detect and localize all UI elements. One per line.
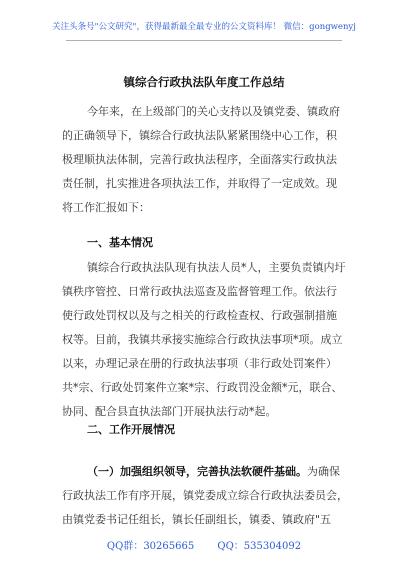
paragraph-line: 行政执法工作有序开展，镇党委成立综合行政执法委员会，: [62, 489, 348, 502]
header-banner: 关注头条号"公文研究"，获得最新最全最专业的公文资料库！ 微信：gongwenyj: [52, 22, 356, 32]
paragraph-line: 将工作汇报如下：: [62, 201, 150, 214]
subsection-line: [87, 463, 340, 479]
paragraph-line: 共*宗、行政处罚案件立案*宗、行政罚没金额*元，联合、: [62, 381, 343, 394]
footer-qq-group: QQ群：30265665: [106, 541, 195, 552]
footer-qq: QQ：535304092: [217, 541, 302, 552]
paragraph-line: 由镇党委书记任组长，镇长任副组长，镇委、镇政府"五: [62, 513, 332, 526]
paragraph-line: 以来，办理记录在册的行政执法事项（非行政处罚案件）: [62, 357, 337, 370]
header-divider: [66, 40, 342, 41]
paragraph-line: 今年来，在上级部门的关心支持以及镇党委、镇政府: [87, 105, 340, 118]
section-heading: 二、工作开展情况: [87, 423, 175, 436]
paragraph-line: 的正确领导下，镇综合行政执法队紧紧围绕中心工作，积: [62, 129, 337, 142]
section-heading: 一、基本情况: [87, 236, 153, 249]
subsection-lead: （一）加强组织领导，完善执法软硬件基础。: [87, 465, 307, 478]
footer-contact: [0, 537, 408, 552]
paragraph-line: 镇秩序管控、日常行政执法巡查及监督管理工作。依法行: [62, 285, 337, 298]
paragraph-line: 镇综合行政执法队现有执法人员*人，主要负责镇内圩: [87, 261, 346, 274]
paragraph-line: 责任制，扎实推进各项执法工作，并取得了一定成效。现: [62, 177, 337, 190]
document-title: 镇综合行政执法队年度工作总结: [123, 75, 285, 89]
paragraph-line: 极理顺执法体制，完善行政执法程序，全面落实行政执法: [62, 153, 337, 166]
subsection-lead-rest: 为确保: [307, 465, 340, 478]
paragraph-line: 权等。目前，我镇共承接实施综合行政执法事项*项。成立: [62, 333, 343, 346]
paragraph-line: 协同、配合县直执法部门开展执法行动*起。: [62, 405, 277, 418]
paragraph-line: 使行政处罚权以及与之相关的行政检查权、行政强制措施: [62, 309, 337, 322]
